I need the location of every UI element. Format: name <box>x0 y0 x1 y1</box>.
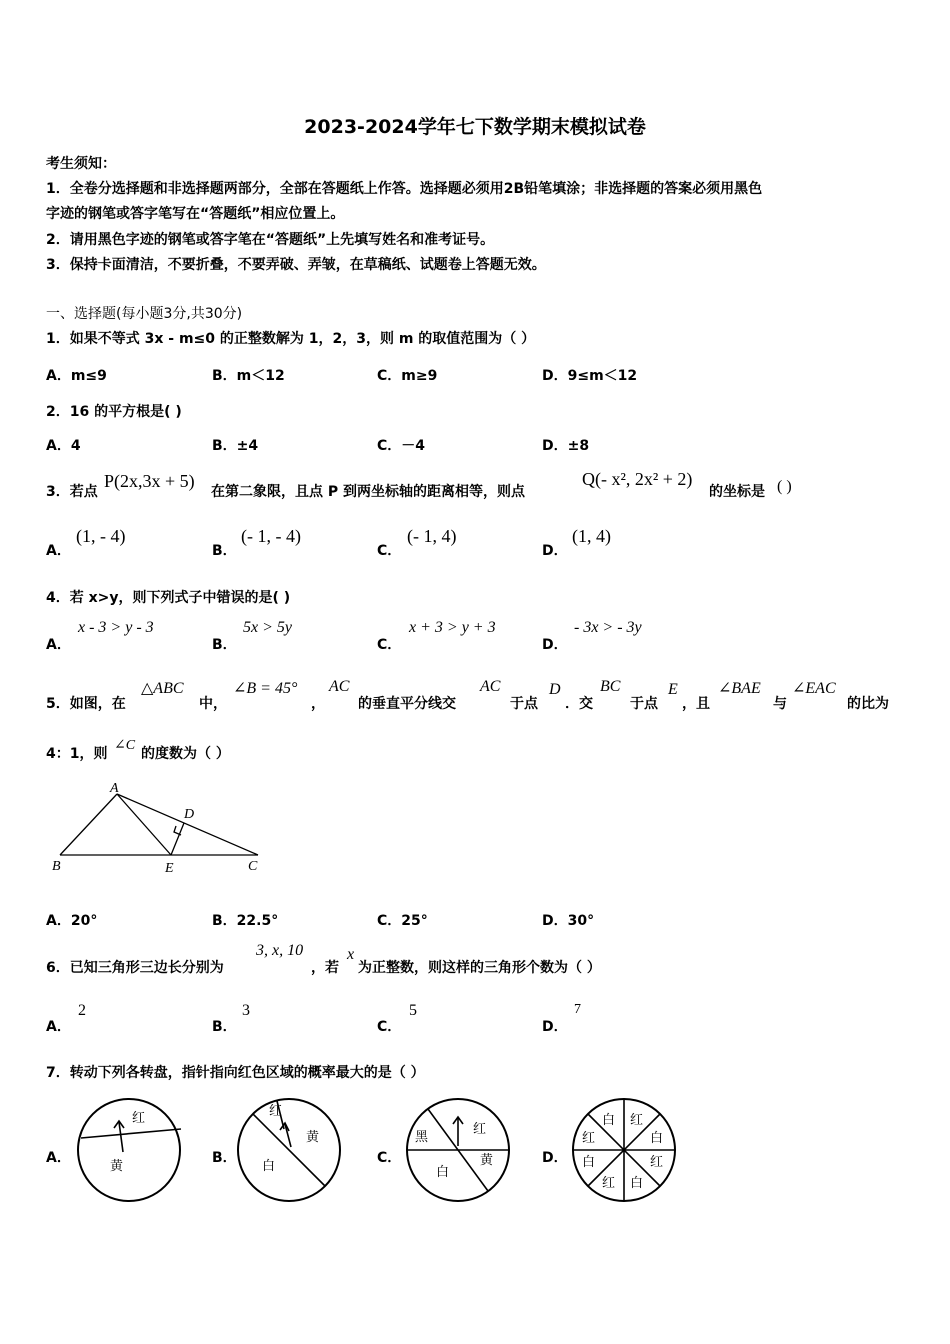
section-heading: 一、选择题(每小题3分,共30分) <box>46 306 243 322</box>
q1-option-b[interactable]: B．m＜12 <box>212 368 285 384</box>
q6-sides: 3, x, 10 <box>256 942 304 959</box>
q5-point-e: E <box>668 681 678 698</box>
q5-option-a[interactable]: A．20° <box>46 913 98 929</box>
q5-text-7: 于点 <box>630 696 658 712</box>
q7-label-b[interactable]: B． <box>212 1150 237 1166</box>
label-d: D <box>184 807 195 822</box>
q5-angle-c: ∠C <box>114 738 136 753</box>
q5-segment-bc: BC <box>600 678 621 695</box>
q5-text-2: 中， <box>199 696 227 712</box>
q5-option-c[interactable]: C．25° <box>377 913 428 929</box>
q1-option-d[interactable]: D．9≤m＜12 <box>542 368 638 384</box>
q5-triangle-abc: △ABC <box>141 680 184 697</box>
q5-text-5: 于点 <box>510 696 538 712</box>
q4-option-d[interactable]: - 3x > - 3y <box>574 619 642 636</box>
q3-prefix: 3．若点 <box>46 484 98 500</box>
q5-text-4: 的垂直平分线交 <box>358 696 456 712</box>
wheel-c-black: 黑 <box>415 1130 429 1145</box>
q4-stem: 4．若 x>y，则下列式子中错误的是( ) <box>46 590 291 606</box>
q7-wheel-c[interactable] <box>402 1095 516 1205</box>
wheel-c-yellow: 黄 <box>480 1153 494 1168</box>
wheel-b-white: 白 <box>262 1159 276 1174</box>
q5-line2-a: 4：1，则 <box>46 746 108 762</box>
q1-option-a[interactable]: A．m≤9 <box>46 368 107 384</box>
q6-option-c[interactable]: 5 <box>409 1002 417 1019</box>
segment-ab <box>60 794 117 855</box>
q3-mid: 在第二象限，且点 P 到两坐标轴的距离相等，则点 <box>211 484 526 500</box>
q5-text-3: ， <box>311 696 325 712</box>
wheel-b-red: 红 <box>269 1104 283 1119</box>
q4-option-a[interactable]: x - 3 > y - 3 <box>78 619 154 636</box>
page-title: 2023-2024学年七下数学期末模拟试卷 <box>304 116 646 138</box>
q3-answer-paren: ( ) <box>777 478 792 495</box>
q5-option-d[interactable]: D．30° <box>542 913 595 929</box>
q6-text-1: 6．已知三角形三边长分别为 <box>46 960 224 976</box>
q3-suffix: 的坐标是 <box>709 484 765 500</box>
wheel-a-red: 红 <box>132 1111 146 1126</box>
q3-option-d[interactable]: (1, 4) <box>572 526 611 546</box>
q1-stem: 1．如果不等式 3x - m≤0 的正整数解为 1，2，3，则 m 的取值范围为（ ） <box>46 331 536 347</box>
segment-de <box>171 823 184 855</box>
q6-option-d[interactable]: 7 <box>574 1002 581 1017</box>
q3-option-c[interactable]: (- 1, 4) <box>407 526 457 546</box>
q5-text-1: 5．如图，在 <box>46 696 126 712</box>
q5-option-b[interactable]: B．22.5° <box>212 913 279 929</box>
wheel-d-sector-7: 白 <box>582 1155 596 1170</box>
wheel-c-white: 白 <box>436 1165 450 1180</box>
notice-line-2: 2．请用黑色字迹的钢笔或答字笔在“答题纸”上先填写姓名和准考证号。 <box>46 232 495 248</box>
q7-stem: 7．转动下列各转盘，指针指向红色区域的概率最大的是（ ） <box>46 1065 425 1081</box>
wheel-d-sector-6: 红 <box>602 1176 616 1191</box>
q5-triangle-figure <box>40 778 280 880</box>
wheel-a-circle <box>78 1099 180 1201</box>
q2-option-d[interactable]: D．±8 <box>542 438 590 454</box>
q2-option-c[interactable]: C．－4 <box>377 438 426 454</box>
q3-point-p: P(2x,3x + 5) <box>104 471 195 491</box>
q3-option-a[interactable]: (1, - 4) <box>76 526 126 546</box>
q7-label-a[interactable]: A． <box>46 1150 71 1166</box>
wheel-d-sector-5: 白 <box>630 1176 644 1191</box>
q4-label-c[interactable]: C． <box>377 637 402 653</box>
q5-text-10: 的比为 <box>847 696 889 712</box>
q7-label-d[interactable]: D． <box>542 1150 568 1166</box>
q5-segment-ac-2: AC <box>480 678 501 695</box>
q4-option-c[interactable]: x + 3 > y + 3 <box>409 619 496 636</box>
wheel-d-sector-3: 白 <box>650 1131 664 1146</box>
q6-option-a[interactable]: 2 <box>78 1002 86 1019</box>
notice-line-3: 3．保持卡面清洁，不要折叠，不要弄破、弄皱，在草稿纸、试题卷上答题无效。 <box>46 257 546 273</box>
label-b: B <box>52 859 61 874</box>
arrowhead-icon <box>280 1123 289 1131</box>
q5-text-8: ，且 <box>682 696 710 712</box>
q7-wheel-a[interactable] <box>72 1095 188 1205</box>
wheel-b-yellow: 黄 <box>306 1130 320 1145</box>
q6-text-2: ，若 <box>311 960 339 976</box>
q6-label-a[interactable]: A． <box>46 1019 71 1035</box>
q5-point-d: D <box>549 681 561 698</box>
q5-line2-b: 的度数为（ ） <box>141 746 230 762</box>
q6-label-b[interactable]: B． <box>212 1019 237 1035</box>
q7-label-c[interactable]: C． <box>377 1150 402 1166</box>
segment-ae <box>117 794 171 855</box>
q5-text-9: 与 <box>773 696 787 712</box>
q5-angle-eac: ∠EAC <box>792 680 836 697</box>
q3-option-b[interactable]: (- 1, - 4) <box>241 526 301 546</box>
wheel-a-yellow: 黄 <box>110 1159 124 1174</box>
q5-segment-ac: AC <box>329 678 350 695</box>
notice-line-1b: 字迹的钢笔或答字笔写在“答题纸”相应位置上。 <box>46 206 345 222</box>
q3-label-d[interactable]: D． <box>542 543 568 559</box>
q6-text-3: 为正整数，则这样的三角形个数为（ ） <box>358 960 601 976</box>
q3-label-c[interactable]: C． <box>377 543 402 559</box>
notice-line-1a: 1．全卷分选择题和非选择题两部分，全部在答题纸上作答。选择题必须用2B铅笔填涂；非选择题的答案必须用黑色 <box>46 181 763 197</box>
label-e: E <box>165 861 174 876</box>
q4-option-b[interactable]: 5x > 5y <box>243 619 292 636</box>
q3-label-a[interactable]: A． <box>46 543 71 559</box>
wheel-b-divider-1 <box>253 1114 325 1186</box>
q2-option-b[interactable]: B．±4 <box>212 438 259 454</box>
q5-angle-bae: ∠BAE <box>718 680 761 697</box>
wheel-d-sector-1: 白 <box>602 1113 616 1128</box>
q6-label-d[interactable]: D． <box>542 1019 568 1035</box>
q2-option-a[interactable]: A．4 <box>46 438 81 454</box>
q6-label-c[interactable]: C． <box>377 1019 402 1035</box>
q4-label-d[interactable]: D． <box>542 637 568 653</box>
q3-label-b[interactable]: B． <box>212 543 237 559</box>
q7-wheel-b[interactable] <box>236 1095 346 1205</box>
q3-point-q: Q(- x², 2x² + 2) <box>582 469 693 489</box>
q1-option-c[interactable]: C．m≥9 <box>377 368 438 384</box>
q6-option-b[interactable]: 3 <box>242 1002 250 1019</box>
q7-wheel-d[interactable] <box>570 1095 680 1205</box>
wheel-d-sector-2: 红 <box>630 1113 644 1128</box>
q5-text-6: ．交 <box>565 696 593 712</box>
notice-heading: 考生须知： <box>46 156 116 172</box>
label-a: A <box>110 781 119 796</box>
q6-var-x: x <box>347 946 355 963</box>
segment-ac <box>117 794 258 855</box>
wheel-c-red: 红 <box>473 1122 487 1137</box>
wheel-d-sector-8: 红 <box>582 1131 596 1146</box>
label-c: C <box>248 859 258 874</box>
q4-label-b[interactable]: B． <box>212 637 237 653</box>
wheel-a-divider <box>81 1129 181 1138</box>
q5-angle-b: ∠B = 45° <box>233 680 298 697</box>
wheel-d-sector-4: 红 <box>650 1155 664 1170</box>
q4-label-a[interactable]: A． <box>46 637 71 653</box>
q2-stem: 2．16 的平方根是( ) <box>46 404 182 420</box>
